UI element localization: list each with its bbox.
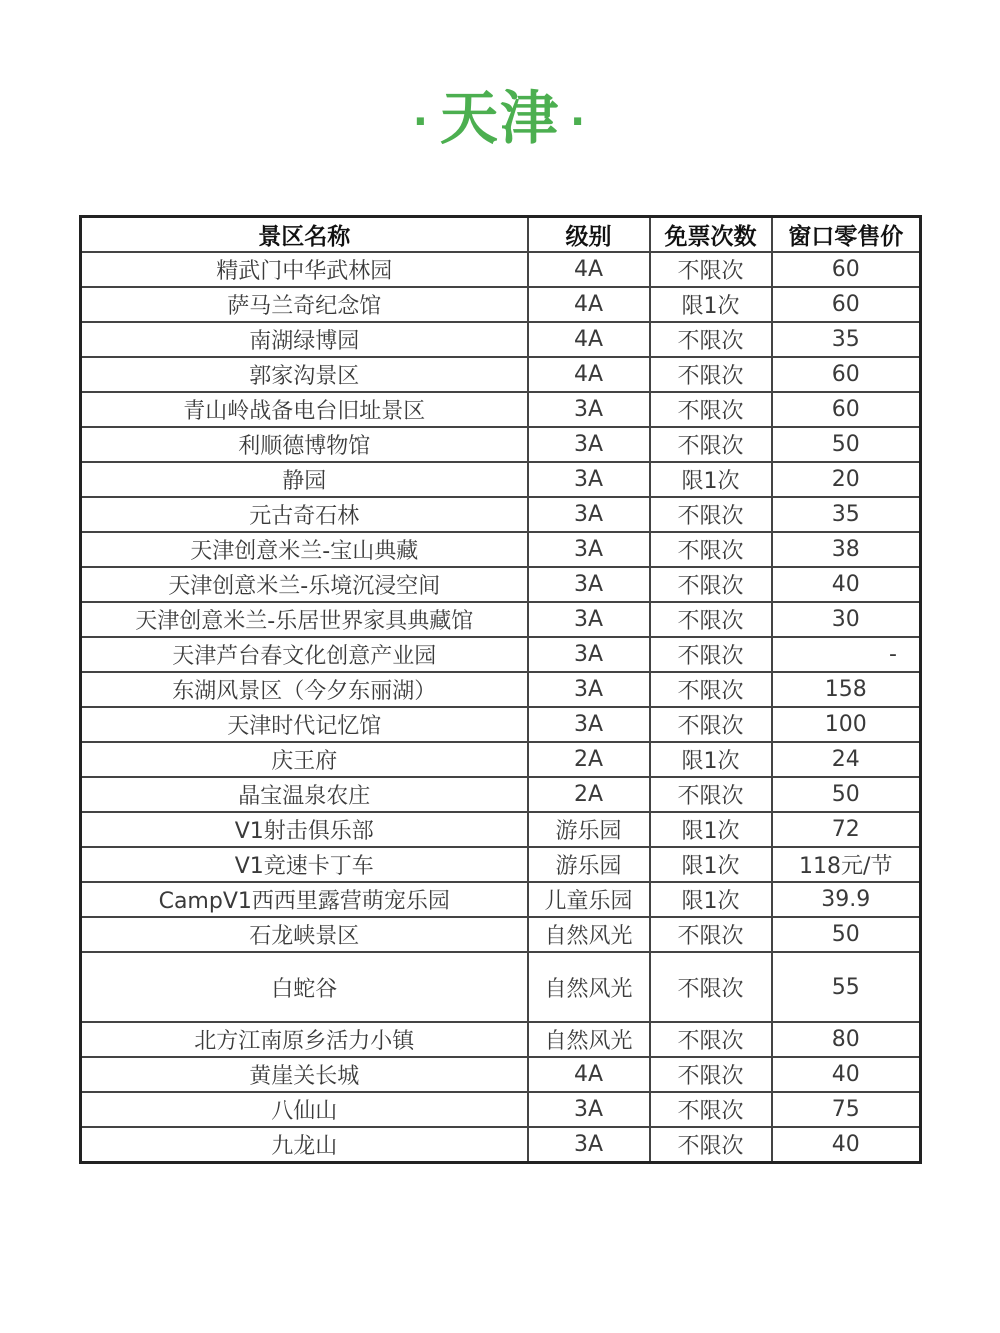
cell-name: 庆王府 <box>81 742 528 777</box>
cell-price: 38 <box>772 532 921 567</box>
table-row <box>81 952 921 1022</box>
table-row <box>81 567 921 602</box>
table-row <box>81 427 921 462</box>
cell-free-times: 不限次 <box>650 392 772 427</box>
cell-name: 利顺德博物馆 <box>81 427 528 462</box>
cell-price: 50 <box>772 777 921 812</box>
page-title <box>0 80 1000 160</box>
cell-name: 天津创意米兰-乐境沉浸空间 <box>81 567 528 602</box>
cell-level: 4A <box>528 357 650 392</box>
cell-free-times: 不限次 <box>650 1057 772 1092</box>
cell-price: 60 <box>772 357 921 392</box>
table-row <box>81 707 921 742</box>
cell-level: 游乐园 <box>528 812 650 847</box>
cell-free-times: 不限次 <box>650 917 772 952</box>
header-free-times: 免票次数 <box>650 217 772 253</box>
cell-name: V1竞速卡丁车 <box>81 847 528 882</box>
cell-price: 35 <box>772 497 921 532</box>
cell-free-times: 限1次 <box>650 882 772 917</box>
header-price: 窗口零售价 <box>772 217 921 253</box>
cell-price: 158 <box>772 672 921 707</box>
cell-name: 南湖绿博园 <box>81 322 528 357</box>
cell-price: 35 <box>772 322 921 357</box>
table-row <box>81 847 921 882</box>
cell-free-times: 不限次 <box>650 602 772 637</box>
table-row <box>81 812 921 847</box>
cell-free-times: 不限次 <box>650 427 772 462</box>
cell-name: 九龙山 <box>81 1127 528 1163</box>
cell-name: V1射击俱乐部 <box>81 812 528 847</box>
cell-price: 60 <box>772 252 921 287</box>
table-body <box>81 252 921 1163</box>
cell-name: 北方江南原乡活力小镇 <box>81 1022 528 1057</box>
cell-free-times: 不限次 <box>650 707 772 742</box>
table-row <box>81 777 921 812</box>
cell-free-times: 限1次 <box>650 287 772 322</box>
cell-price: - <box>772 637 921 672</box>
cell-free-times: 不限次 <box>650 672 772 707</box>
scenic-spots-table <box>79 215 922 1164</box>
title-dot-right: · <box>570 98 588 145</box>
cell-free-times: 不限次 <box>650 1127 772 1163</box>
cell-level: 3A <box>528 672 650 707</box>
table-row <box>81 462 921 497</box>
cell-name: 天津创意米兰-乐居世界家具典藏馆 <box>81 602 528 637</box>
cell-name: 精武门中华武林园 <box>81 252 528 287</box>
table-row <box>81 917 921 952</box>
cell-name: 郭家沟景区 <box>81 357 528 392</box>
cell-free-times: 不限次 <box>650 952 772 1022</box>
cell-name: 静园 <box>81 462 528 497</box>
table-row <box>81 1057 921 1092</box>
cell-level: 3A <box>528 637 650 672</box>
cell-level: 2A <box>528 742 650 777</box>
cell-name: 青山岭战备电台旧址景区 <box>81 392 528 427</box>
cell-level: 3A <box>528 1092 650 1127</box>
cell-price: 20 <box>772 462 921 497</box>
cell-free-times: 不限次 <box>650 777 772 812</box>
cell-free-times: 不限次 <box>650 252 772 287</box>
table-row <box>81 672 921 707</box>
cell-name: 萨马兰奇纪念馆 <box>81 287 528 322</box>
title-text: 天津 <box>439 84 560 152</box>
table-row <box>81 392 921 427</box>
cell-price: 118元/节 <box>772 847 921 882</box>
cell-level: 3A <box>528 602 650 637</box>
table-row <box>81 532 921 567</box>
cell-level: 3A <box>528 567 650 602</box>
cell-free-times: 不限次 <box>650 1022 772 1057</box>
cell-price: 39.9 <box>772 882 921 917</box>
cell-level: 3A <box>528 707 650 742</box>
cell-name: 天津芦台春文化创意产业园 <box>81 637 528 672</box>
cell-free-times: 不限次 <box>650 532 772 567</box>
cell-level: 3A <box>528 427 650 462</box>
cell-name: 黄崖关长城 <box>81 1057 528 1092</box>
table-row <box>81 322 921 357</box>
cell-price: 30 <box>772 602 921 637</box>
cell-level: 3A <box>528 1127 650 1163</box>
table-row <box>81 602 921 637</box>
title-dot-left: · <box>412 98 430 145</box>
cell-level: 自然风光 <box>528 952 650 1022</box>
cell-level: 4A <box>528 1057 650 1092</box>
table-header-row <box>81 217 921 253</box>
cell-price: 55 <box>772 952 921 1022</box>
cell-name: 八仙山 <box>81 1092 528 1127</box>
table-row <box>81 1022 921 1057</box>
cell-price: 60 <box>772 287 921 322</box>
table-row <box>81 357 921 392</box>
cell-price: 72 <box>772 812 921 847</box>
cell-name: 东湖风景区（今夕东丽湖） <box>81 672 528 707</box>
table-row <box>81 637 921 672</box>
cell-name: CampV1西西里露营萌宠乐园 <box>81 882 528 917</box>
cell-price: 50 <box>772 427 921 462</box>
cell-name: 晶宝温泉农庄 <box>81 777 528 812</box>
cell-level: 4A <box>528 287 650 322</box>
cell-free-times: 限1次 <box>650 742 772 777</box>
table-row <box>81 1127 921 1163</box>
cell-price: 40 <box>772 1057 921 1092</box>
header-name: 景区名称 <box>81 217 528 253</box>
cell-name: 白蛇谷 <box>81 952 528 1022</box>
cell-name: 天津时代记忆馆 <box>81 707 528 742</box>
cell-free-times: 限1次 <box>650 812 772 847</box>
cell-name: 石龙峡景区 <box>81 917 528 952</box>
cell-free-times: 不限次 <box>650 322 772 357</box>
header-level: 级别 <box>528 217 650 253</box>
cell-level: 3A <box>528 462 650 497</box>
cell-free-times: 限1次 <box>650 847 772 882</box>
cell-free-times: 不限次 <box>650 357 772 392</box>
cell-free-times: 限1次 <box>650 462 772 497</box>
cell-price: 24 <box>772 742 921 777</box>
cell-level: 儿童乐园 <box>528 882 650 917</box>
cell-name: 元古奇石林 <box>81 497 528 532</box>
cell-level: 自然风光 <box>528 917 650 952</box>
cell-level: 自然风光 <box>528 1022 650 1057</box>
cell-level: 游乐园 <box>528 847 650 882</box>
table-row <box>81 882 921 917</box>
cell-price: 75 <box>772 1092 921 1127</box>
cell-level: 3A <box>528 497 650 532</box>
cell-price: 50 <box>772 917 921 952</box>
cell-level: 4A <box>528 252 650 287</box>
cell-price: 100 <box>772 707 921 742</box>
cell-level: 4A <box>528 322 650 357</box>
cell-free-times: 不限次 <box>650 1092 772 1127</box>
table-row <box>81 1092 921 1127</box>
cell-price: 60 <box>772 392 921 427</box>
cell-free-times: 不限次 <box>650 637 772 672</box>
cell-price: 40 <box>772 567 921 602</box>
cell-level: 3A <box>528 392 650 427</box>
cell-level: 2A <box>528 777 650 812</box>
table-row <box>81 287 921 322</box>
cell-price: 80 <box>772 1022 921 1057</box>
cell-price: 40 <box>772 1127 921 1163</box>
cell-free-times: 不限次 <box>650 567 772 602</box>
table-row <box>81 742 921 777</box>
cell-free-times: 不限次 <box>650 497 772 532</box>
cell-level: 3A <box>528 532 650 567</box>
table-row <box>81 252 921 287</box>
cell-name: 天津创意米兰-宝山典藏 <box>81 532 528 567</box>
table-row <box>81 497 921 532</box>
